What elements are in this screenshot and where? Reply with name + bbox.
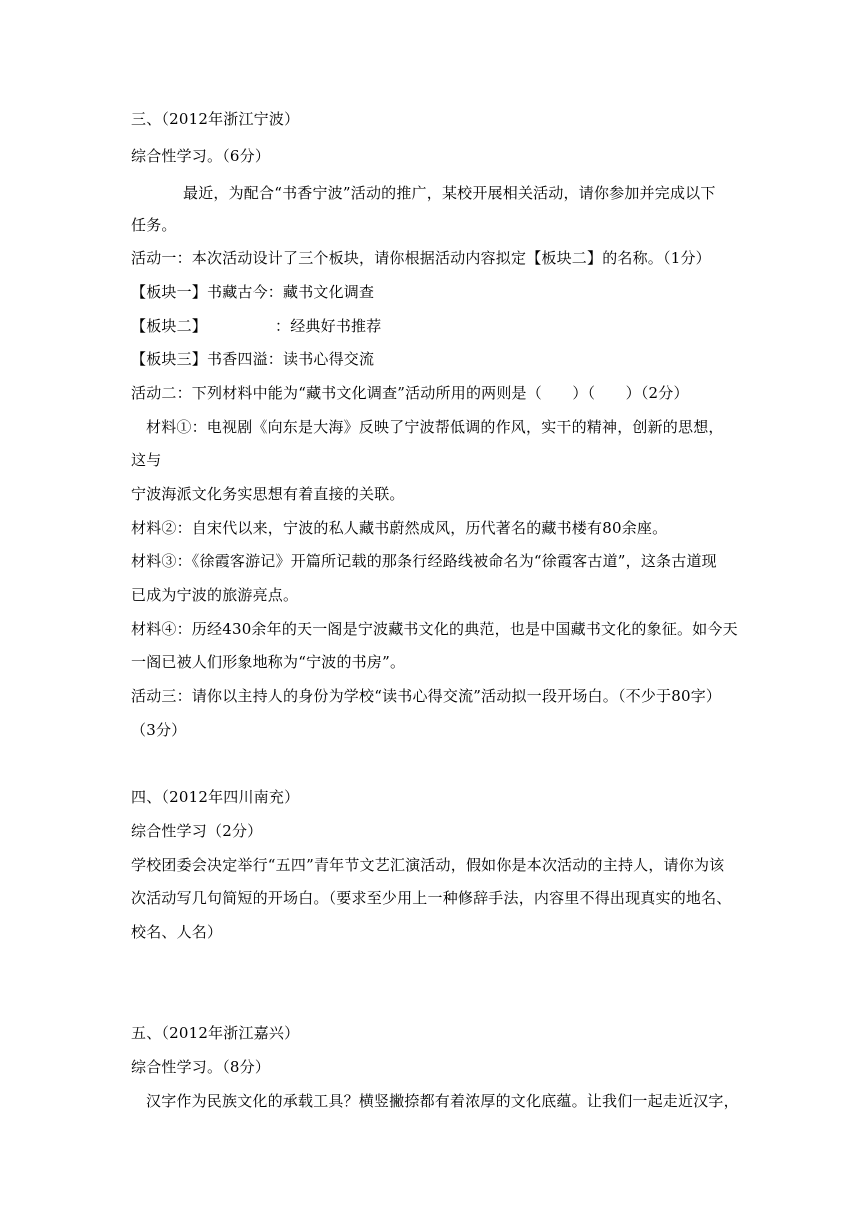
material-three: 材料③：《徐霞客游记》开篇所记载的那条行经路线被命名为“徐霞客古道”，这条古道现: [131, 552, 717, 570]
block-two-label: 【板块二】: [131, 317, 208, 335]
paragraph-line: 次活动写几句简短的开场白。（要求至少用上一种修辞手法，内容里不得出现真实的地名、: [131, 889, 732, 907]
paragraph-line: 学校团委会决定举行“五四”青年节文艺汇演活动，假如你是本次活动的主持人，请你为该: [131, 856, 725, 874]
paragraph-line: 最近，为配合“书香宁波”活动的推广，某校开展相关活动，请你参加并完成以下: [183, 184, 716, 202]
material-one: 材料①：电视剧《向东是大海》反映了宁波帮低调的作风，实干的精神，创新的思想，: [146, 418, 724, 436]
block-one: 【板块一】书藏古今：藏书文化调查: [131, 283, 375, 301]
block-two: [131, 316, 751, 336]
activity-three: 活动三：请你以主持人的身份为学校“读书心得交流”活动拟一段开场白。（不少于80字）: [131, 687, 722, 705]
material-four: 材料④：历经430余年的天一阁是宁波藏书文化的典范，也是中国藏书文化的象征。如今天: [131, 620, 738, 638]
activity-one: 活动一：本次活动设计了三个板块，请你根据活动内容拟定【板块二】的名称。（1分）: [131, 249, 711, 267]
section-subheading: 综合性学习。（6分）: [131, 147, 271, 165]
section-subheading: 综合性学习。（8分）: [131, 1058, 271, 1076]
block-three: 【板块三】书香四溢：读书心得交流: [131, 350, 375, 368]
paragraph-line: 任务。: [131, 216, 177, 234]
block-two-rest: ：经典好书推荐: [275, 317, 382, 335]
material-four-cont: 一阁已被人们形象地称为“宁波的书房”。: [131, 653, 406, 671]
activity-three-cont: （3分）: [131, 721, 187, 739]
section-heading: 四、（2012年四川南充）: [131, 788, 300, 806]
section-subheading: 综合性学习（2分）: [131, 822, 263, 840]
activity-two: 活动二：下列材料中能为“藏书文化调查”活动所用的两则是（ ）（ ）（2分）: [131, 384, 689, 402]
material-one-cont: 这与: [131, 451, 162, 469]
paragraph-line: 校名、人名）: [131, 923, 223, 941]
material-one-cont: 宁波海派文化务实思想有着直接的关联。: [131, 485, 405, 503]
material-three-cont: 已成为宁波的旅游亮点。: [131, 586, 299, 604]
material-two: 材料②：自宋代以来，宁波的私人藏书蔚然成风，历代著名的藏书楼有80余座。: [131, 519, 668, 537]
paragraph-line: 汉字作为民族文化的承载工具？横竖撇捺都有着浓厚的文化底蕴。让我们一起走近汉字，: [146, 1092, 739, 1110]
section-heading: 三、（2012年浙江宁波）: [131, 110, 300, 128]
section-heading: 五、（2012年浙江嘉兴）: [131, 1024, 300, 1042]
